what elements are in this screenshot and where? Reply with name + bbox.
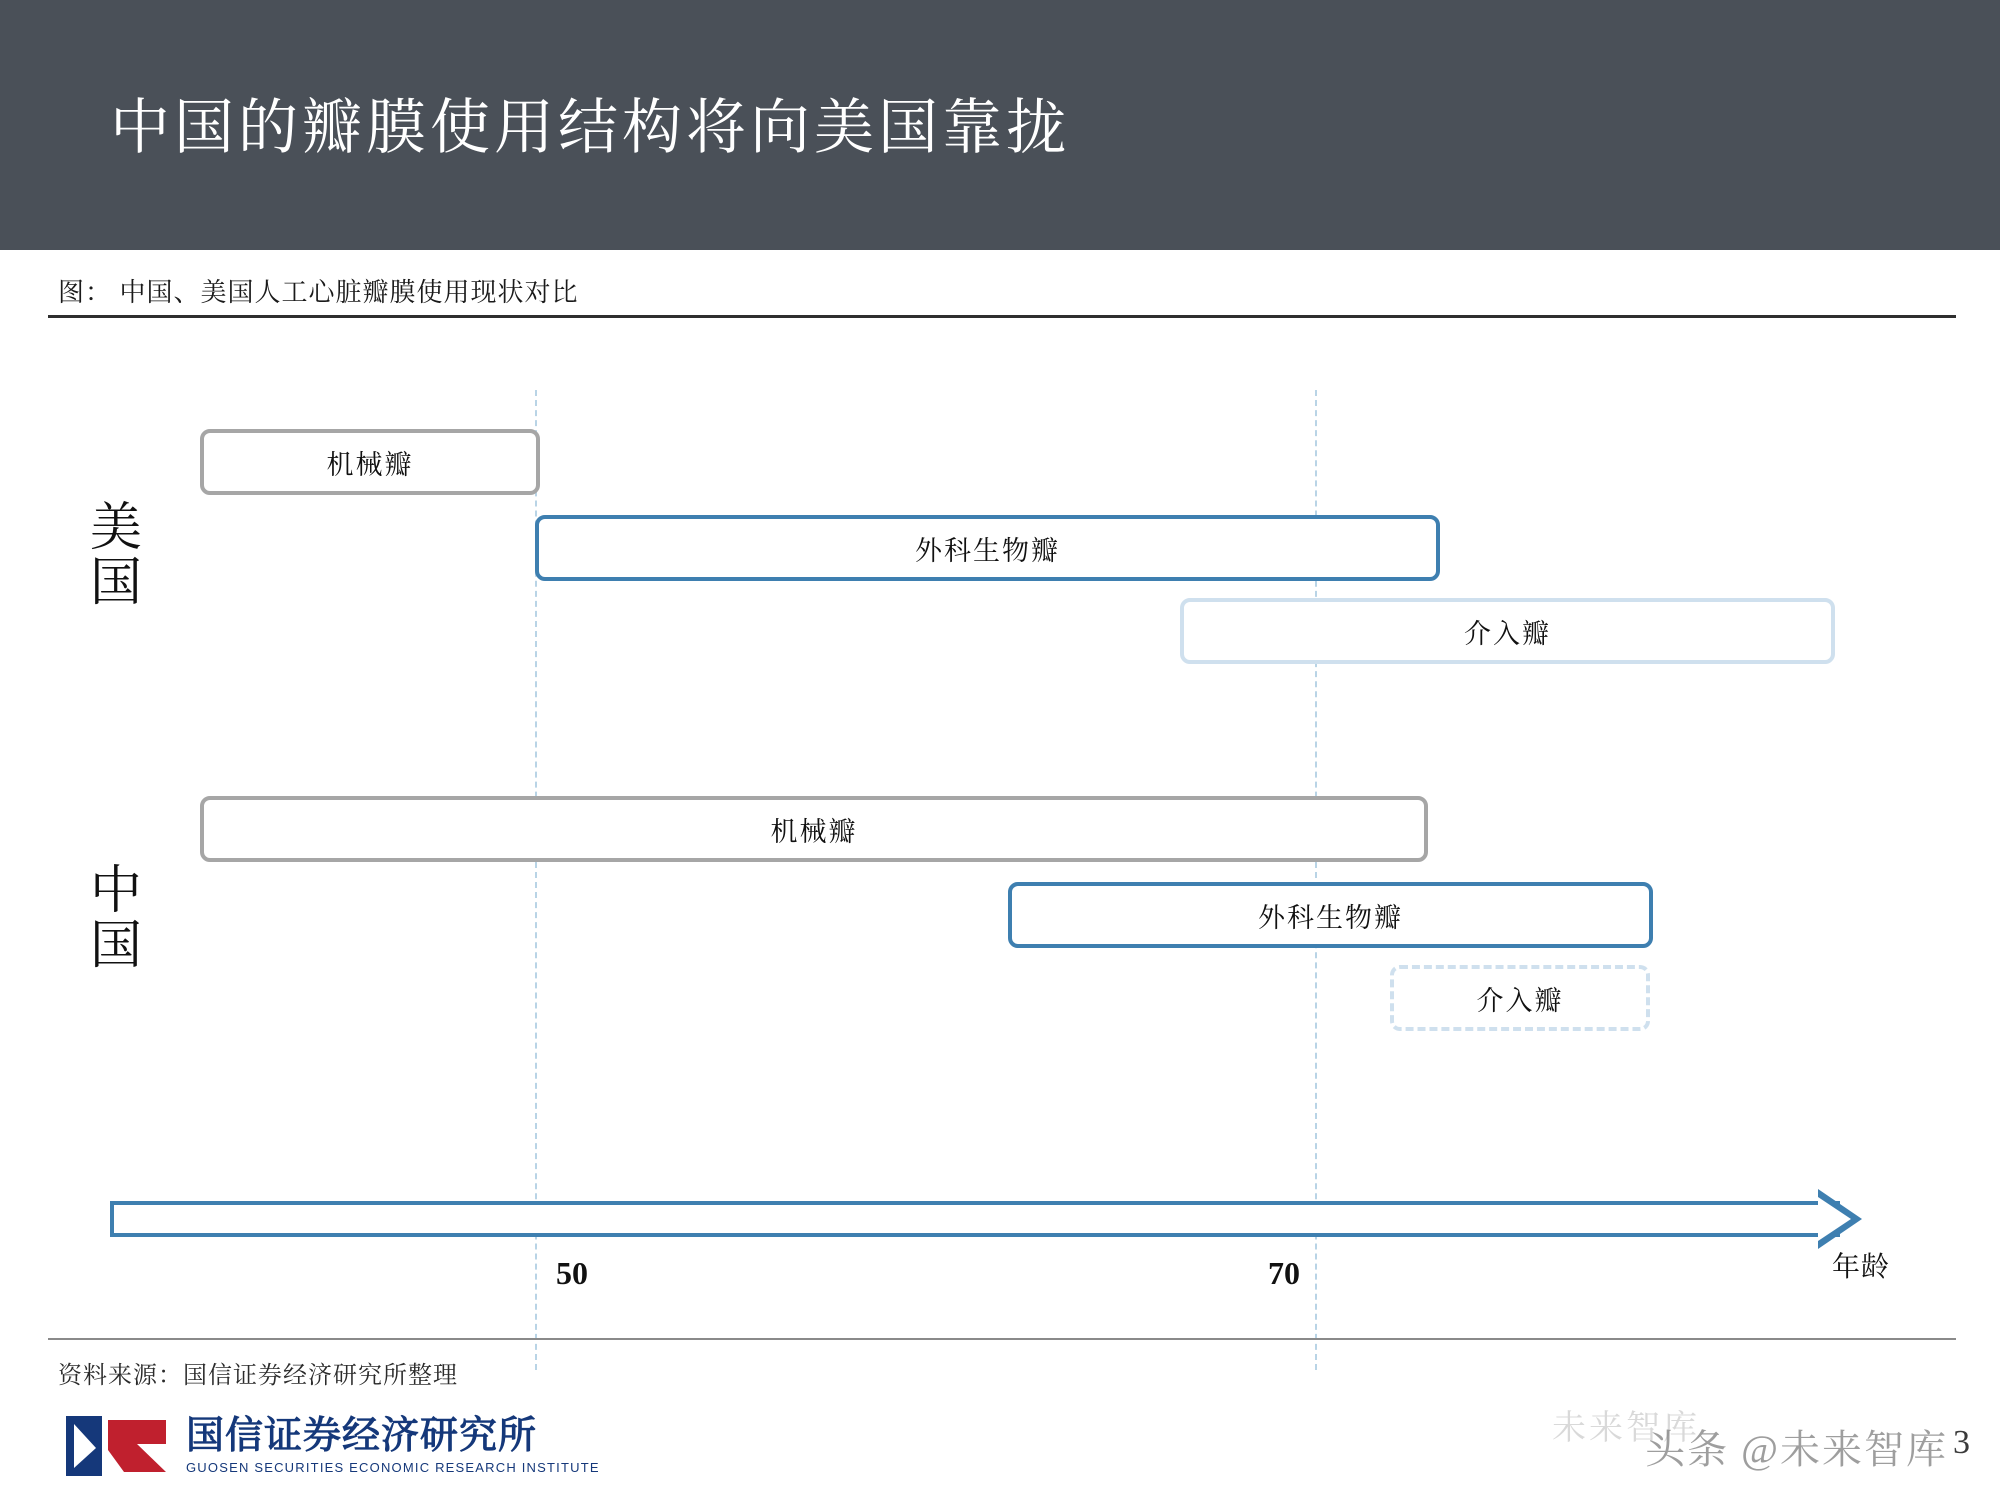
bar-label: 机械瓣 [326, 449, 414, 480]
chart-plot-area [0, 330, 2000, 1330]
bar-label: 机械瓣 [770, 816, 858, 847]
logo-text-en: GUOSEN SECURITIES ECONOMIC RESEARCH INSTITUTE [186, 1460, 600, 1475]
page-number: 3 [1953, 1424, 1970, 1461]
axis-title-age: 年龄 [1832, 1252, 1891, 1283]
watermark: 头条 @未来智库 [1645, 1427, 1948, 1472]
axis-line [110, 1201, 1840, 1237]
source-divider [48, 1338, 1956, 1340]
page-title: 中国的瓣膜使用结构将向美国靠拢 [110, 95, 1070, 161]
logo-mark-icon [62, 1410, 172, 1482]
brand-logo [62, 1410, 600, 1482]
bar-label: 介入瓣 [1464, 618, 1551, 649]
bar-label: 外科生物瓣 [1258, 902, 1403, 933]
caption-divider [48, 315, 1956, 318]
bar-cn-surgical [1008, 882, 1653, 948]
group-label-cn: 中国 [89, 863, 144, 975]
bar-us-transcatheter [1180, 598, 1835, 664]
bar-cn-mechanical [200, 796, 1428, 862]
bar-label: 介入瓣 [1476, 985, 1564, 1016]
axis-arrow-inner [1818, 1197, 1851, 1241]
bar-us-surgical [535, 515, 1440, 581]
header-band [0, 0, 2000, 250]
figure-caption: 图： 中国、美国人工心脏瓣膜使用现状对比 [58, 278, 579, 307]
bar-label: 外科生物瓣 [915, 535, 1060, 566]
tick-label-50: 50 [556, 1255, 588, 1291]
logo-text-cn: 国信证券经济研究所 [186, 1415, 538, 1457]
bar-us-mechanical [200, 429, 540, 495]
watermark-ghost: 未来智库 [1552, 1410, 1700, 1447]
tick-label-70: 70 [1268, 1255, 1300, 1291]
group-label-us: 美国 [89, 500, 144, 612]
bar-cn-transcatheter [1390, 965, 1650, 1031]
source-note: 资料来源：国信证券经济研究所整理 [58, 1363, 458, 1389]
